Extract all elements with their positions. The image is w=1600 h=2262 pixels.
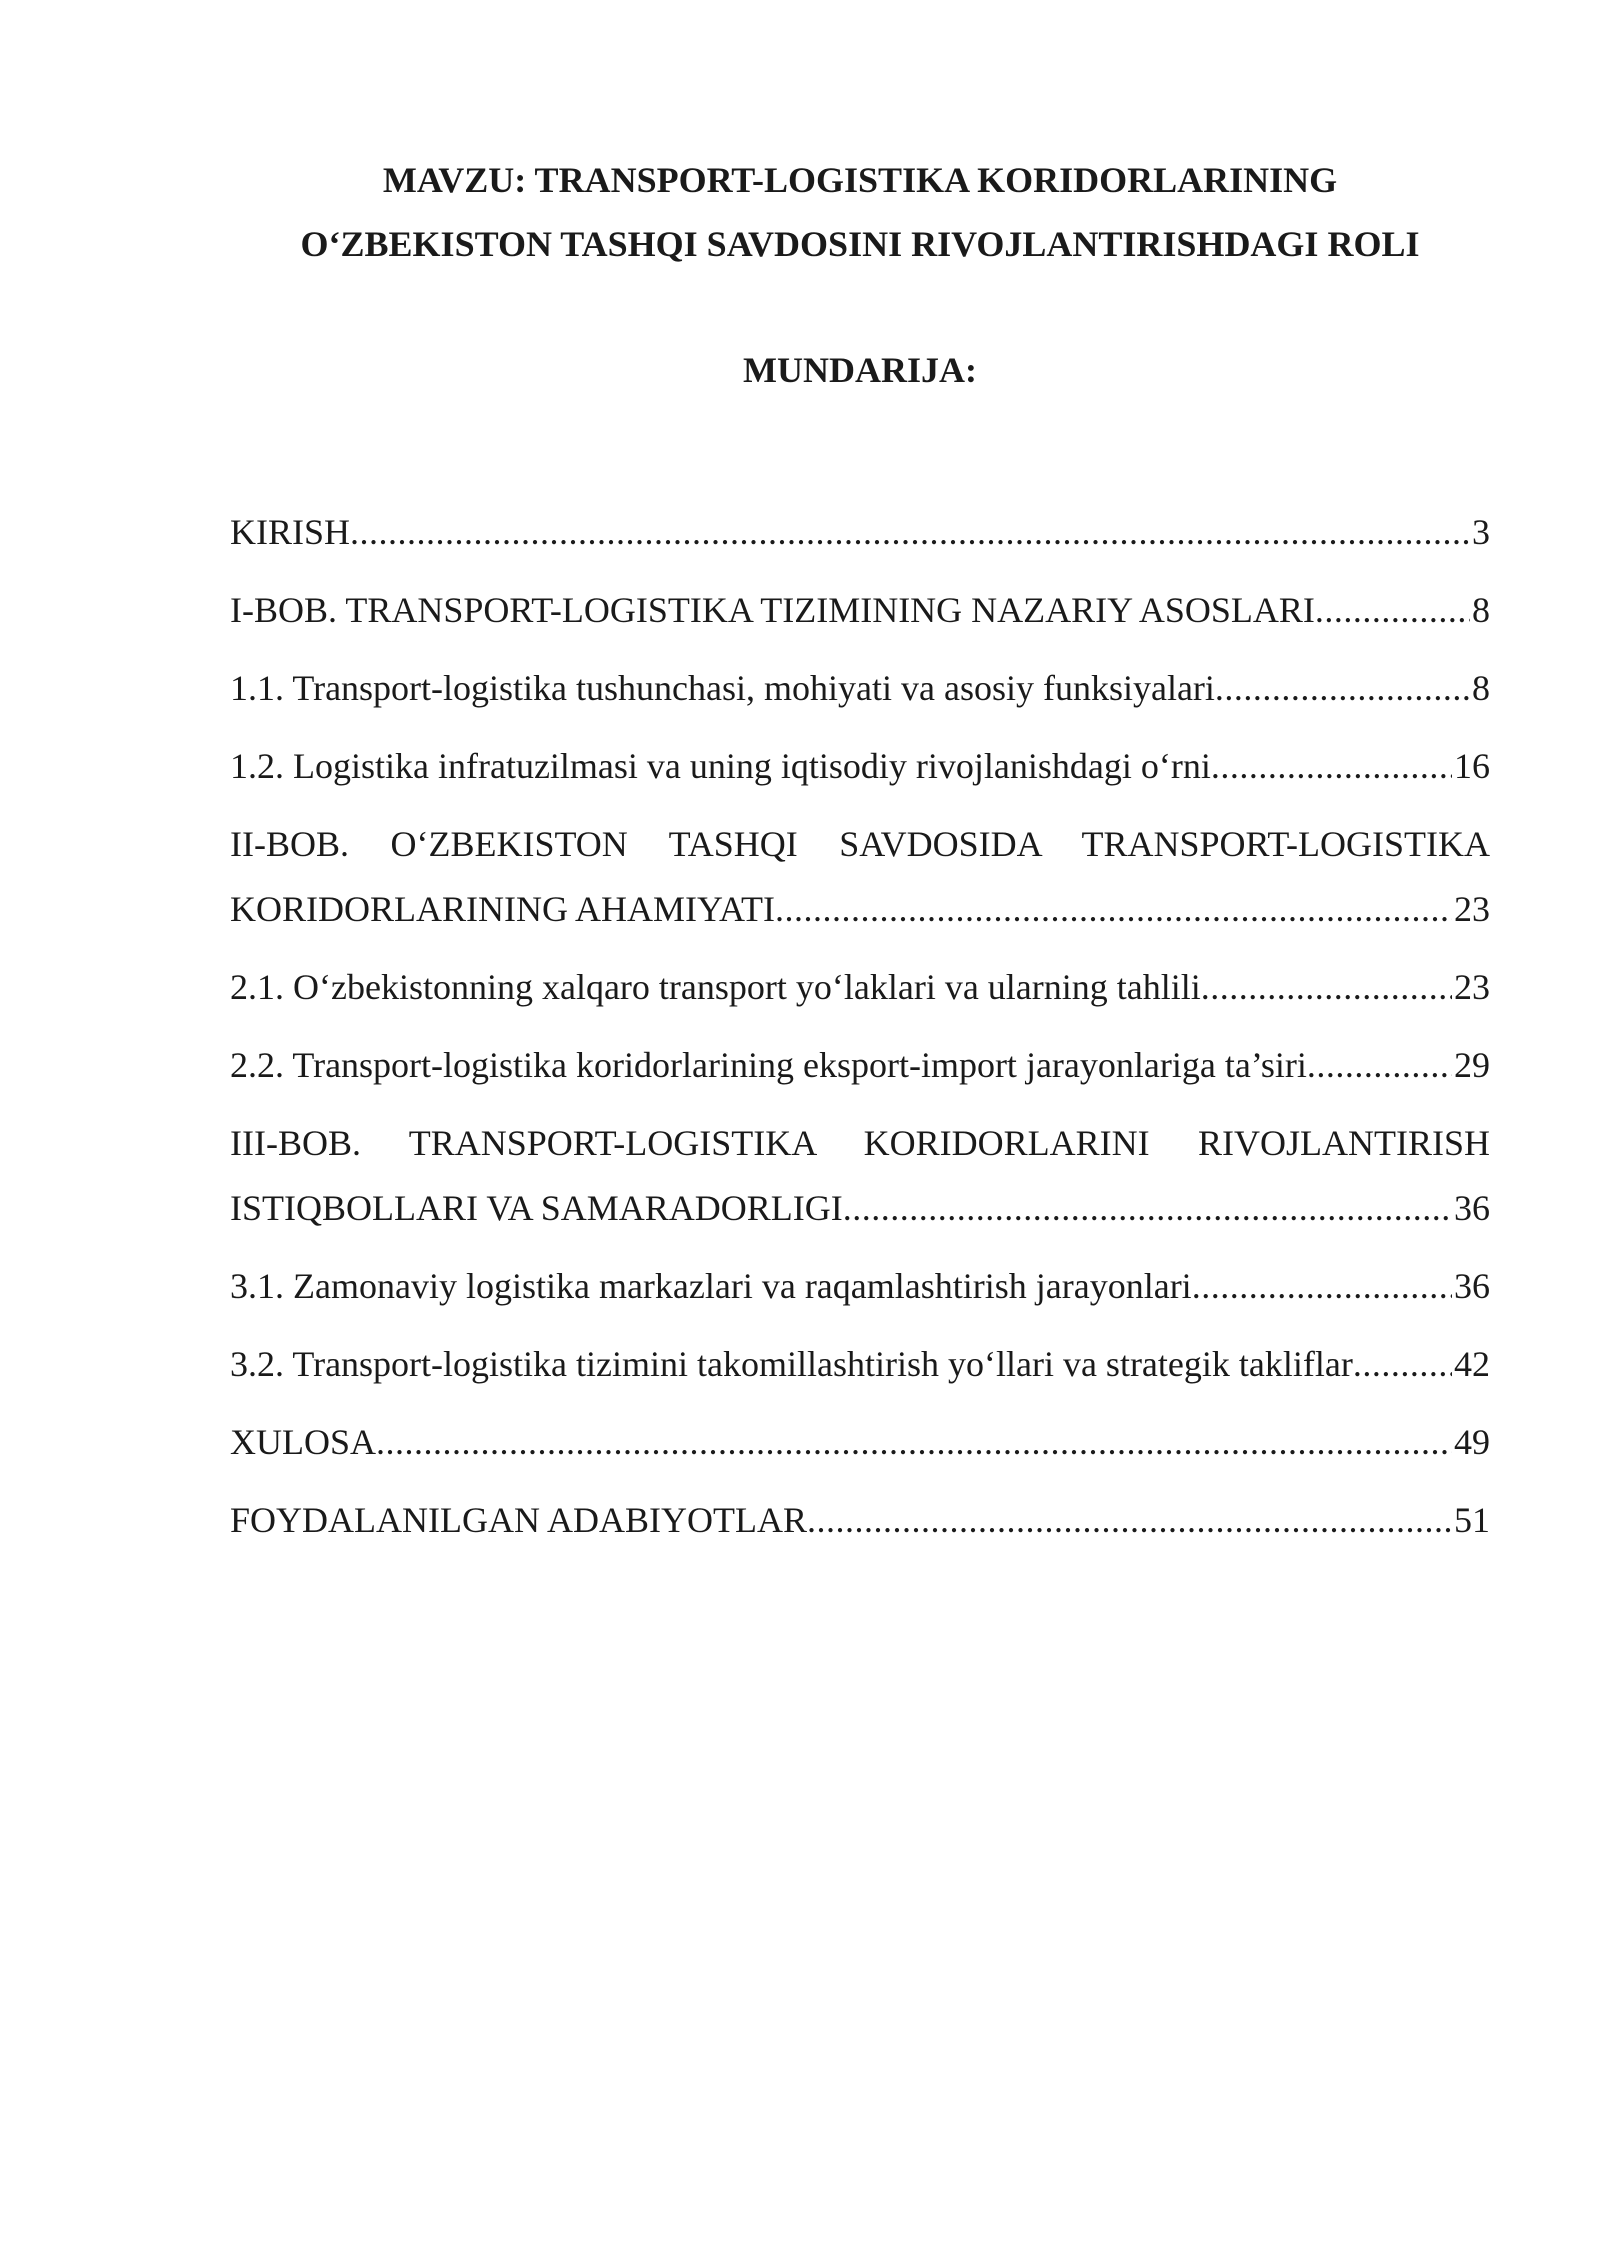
toc-entry-chapter-2 [230,812,1490,942]
toc-entry-section-1-1 [230,656,1490,721]
toc-entry-text: I-BOB. TRANSPORT-LOGISTIKA TIZIMINING NAZARIY ASOSLARI [230,590,1315,630]
table-of-contents [230,500,1490,1566]
document-title-line1: MAVZU: TRANSPORT-LOGISTIKA KORIDORLARINING [382,160,1338,200]
toc-entry-chapter-1 [230,578,1490,643]
toc-page-number: 36 [1454,1266,1490,1306]
toc-entry-kirish [230,500,1490,565]
toc-entry-xulosa [230,1410,1490,1475]
toc-leader-dots [1201,955,1452,1020]
toc-leader-dots [843,1176,1452,1241]
toc-leader-dots [775,877,1452,942]
toc-leader-dots [1307,1033,1452,1098]
toc-page-number: 8 [1472,590,1490,630]
toc-entry-text-line1: II-BOB. O‘ZBEKISTON TASHQI SAVDOSIDA TRANSPORT-LOGISTIKA [230,824,1490,864]
toc-entry-section-2-1 [230,955,1490,1020]
toc-page-number: 23 [1454,889,1490,929]
toc-entry-chapter-3 [230,1111,1490,1241]
document-title-line2: O‘ZBEKISTON TASHQI SAVDOSINI RIVOJLANTIRISHDAGI ROLI [300,224,1420,264]
toc-entry-text: FOYDALANILGAN ADABIYOTLAR [230,1500,807,1540]
toc-leader-dots [350,500,1470,565]
toc-entry-text: 2.1. O‘zbekistonning xalqaro transport yo‘laklari va ularning tahlili [230,967,1201,1007]
toc-leader-dots [376,1410,1452,1475]
toc-entry-section-1-2 [230,734,1490,799]
toc-entry-text: XULOSA [230,1422,377,1462]
toc-leader-dots [1192,1254,1452,1319]
toc-entry-line2 [230,877,1490,942]
toc-entry-text: 3.1. Zamonaviy logistika markazlari va raqamlashtirish jarayonlari [230,1266,1192,1306]
toc-page-number: 36 [1454,1188,1490,1228]
toc-entry-section-3-1 [230,1254,1490,1319]
toc-entry-line2 [230,1176,1490,1241]
toc-heading: MUNDARIJA: [743,350,977,390]
toc-entry-text-line1: III-BOB. TRANSPORT-LOGISTIKA KORIDORLARINI RIVOJLANTIRISH [230,1123,1490,1163]
document-title [180,148,1540,276]
toc-page-number: 49 [1454,1422,1490,1462]
toc-page-number: 29 [1454,1045,1490,1085]
toc-page-number: 23 [1454,967,1490,1007]
toc-leader-dots [1315,578,1470,643]
toc-entry-text: 1.1. Transport-logistika tushunchasi, mohiyati va asosiy funksiyalari [230,668,1215,708]
toc-entry-text: KORIDORLARINING AHAMIYATI [230,889,775,929]
toc-entry-text: 3.2. Transport-logistika tizimini takomillashtirish yo‘llari va strategik takliflar [230,1344,1353,1384]
toc-entry-text: KIRISH [230,512,351,552]
toc-leader-dots [1211,734,1452,799]
toc-page-number: 42 [1454,1344,1490,1384]
toc-leader-dots [1353,1332,1452,1397]
toc-entry-text: 2.2. Transport-logistika koridorlarining eksport-import jarayonlariga ta’siri [230,1045,1307,1085]
toc-entry-references [230,1488,1490,1553]
toc-leader-dots [1215,656,1470,721]
toc-entry-section-3-2 [230,1332,1490,1397]
toc-page-number: 8 [1472,668,1490,708]
toc-leader-dots [807,1488,1452,1553]
toc-page-number: 16 [1454,746,1490,786]
toc-entry-section-2-2 [230,1033,1490,1098]
toc-entry-text: ISTIQBOLLARI VA SAMARADORLIGI [230,1188,843,1228]
toc-entry-text: 1.2. Logistika infratuzilmasi va uning iqtisodiy rivojlanishdagi o‘rni [230,746,1211,786]
toc-page-number: 3 [1472,512,1490,552]
toc-page-number: 51 [1454,1500,1490,1540]
